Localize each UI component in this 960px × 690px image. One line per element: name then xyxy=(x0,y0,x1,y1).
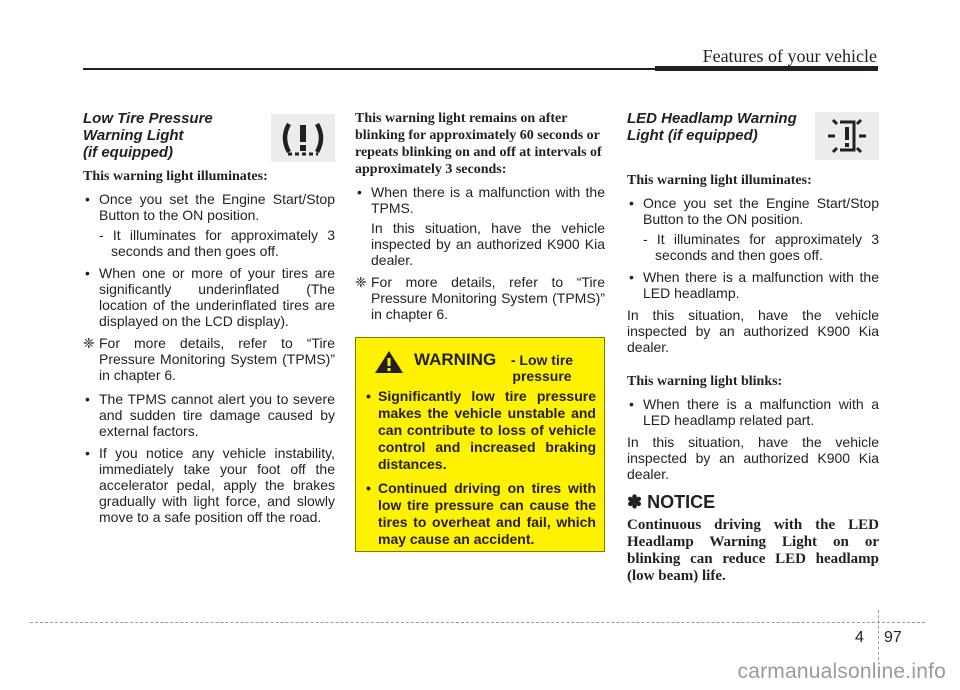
page-number: 97 xyxy=(884,629,902,646)
bullet-list xyxy=(627,396,879,428)
list-item xyxy=(627,195,879,263)
bullet-list xyxy=(627,195,879,301)
reference-text: For more details, refer to “Tire Pressure Monitoring System (TPMS)” in chapter 6. xyxy=(99,335,335,383)
title-line: (if equipped) xyxy=(83,144,173,161)
warning-item: • Continued driving on tires with low tire pressure can cause the tires to overheat and fail, which may cause an accident. xyxy=(364,480,596,548)
body-paragraph: In this situation, have the vehicle inspected by an authorized K900 Kia dealer. xyxy=(627,434,879,482)
reference-note xyxy=(355,274,605,322)
list-item: • The TPMS cannot alert you to severe and sudden tire damage caused by external factors. xyxy=(83,391,335,439)
lead-text: This warning light illuminates: xyxy=(83,169,268,184)
reference-note xyxy=(83,335,335,383)
warning-list xyxy=(364,388,596,548)
section-title-block xyxy=(83,110,335,168)
footer-rule xyxy=(30,622,925,623)
warning-header xyxy=(364,350,596,388)
reference-mark: ❈ xyxy=(83,335,95,351)
header-rule-accent xyxy=(655,66,878,71)
list-item-sub: - It illuminates for approximately 3 seconds and then goes off. xyxy=(99,227,335,259)
page-header-title: Features of your vehicle xyxy=(702,46,877,66)
title-line: Warning Light xyxy=(83,127,184,144)
column-tpms-malfunction xyxy=(355,110,605,330)
list-item xyxy=(355,184,605,268)
column-low-tire-pressure xyxy=(83,110,335,531)
title-line: Low Tire Pressure xyxy=(83,110,213,127)
section-title-block xyxy=(627,110,879,172)
column-led-headlamp xyxy=(627,110,879,585)
list-item xyxy=(83,191,335,259)
lead-text: This warning light remains on after blinking for approximately 60 seconds or repeats blinking on and off at intervals of approximately 3 seconds: xyxy=(355,111,602,177)
watermark-text: carmanualsonline.info xyxy=(737,660,946,683)
warning-item: • Significantly low tire pressure makes the vehicle unstable and can contribute to loss of vehicle control and increased braking distances. xyxy=(364,388,596,473)
footer-divider xyxy=(878,610,879,660)
list-item-text: Once you set the Engine Start/Stop Button to the ON position. xyxy=(643,195,879,227)
bullet-list xyxy=(83,191,335,329)
tpms-warning-icon xyxy=(271,114,335,162)
list-item: • If you notice any vehicle instability, immediately take your foot off the accelerator pedal, apply the brakes gradually with light force, and slowly move to a safe position off the road. xyxy=(83,445,335,525)
bullet-list xyxy=(83,391,335,525)
warning-box xyxy=(355,337,605,552)
reference-text: For more details, refer to “Tire Pressure Monitoring System (TPMS)” in chapter 6. xyxy=(371,274,605,322)
chapter-number: 4 xyxy=(855,629,864,646)
title-line: LED Headlamp Warning xyxy=(627,110,797,127)
led-headlamp-warning-icon xyxy=(815,112,879,160)
bullet-list xyxy=(355,184,605,268)
list-item-sub: - It illuminates for approximately 3 seconds and then goes off. xyxy=(643,231,879,263)
notice-body: Continuous driving with the LED Headlamp Warning Light on or blinking can reduce LED headlamp (low beam) life. xyxy=(627,517,879,584)
list-item-text: Once you set the Engine Start/Stop Button to the ON position. xyxy=(99,191,335,223)
notice-title: ✽ NOTICE xyxy=(627,492,716,512)
list-item-text: When there is a malfunction with the TPMS. xyxy=(371,184,605,216)
title-line: Light (if equipped) xyxy=(627,127,758,144)
lead-text: This warning light illuminates: xyxy=(627,173,812,188)
led-headlamp-warning-svg xyxy=(815,112,879,160)
list-item-text: When one or more of your tires are significantly underinflated (The location of the underinflated tires are displayed on the LCD display). xyxy=(99,265,335,329)
warning-triangle-icon xyxy=(374,350,404,374)
lead-text: This warning light blinks: xyxy=(627,374,783,389)
warning-label: WARNING xyxy=(414,350,497,369)
warning-subtitle: - Low tire pressure xyxy=(510,352,574,384)
list-item: • When there is a malfunction with a LED headlamp related part. xyxy=(627,396,879,428)
reference-mark: ❈ xyxy=(355,274,367,290)
tpms-warning-svg xyxy=(271,114,335,162)
list-item xyxy=(83,265,335,329)
body-paragraph: In this situation, have the vehicle inspected by an authorized K900 Kia dealer. xyxy=(627,307,879,355)
list-item-note: In this situation, have the vehicle inspected by an authorized K900 Kia dealer. xyxy=(371,220,605,268)
list-item xyxy=(627,269,879,301)
list-item-text: When there is a malfunction with the LED headlamp. xyxy=(643,269,879,301)
